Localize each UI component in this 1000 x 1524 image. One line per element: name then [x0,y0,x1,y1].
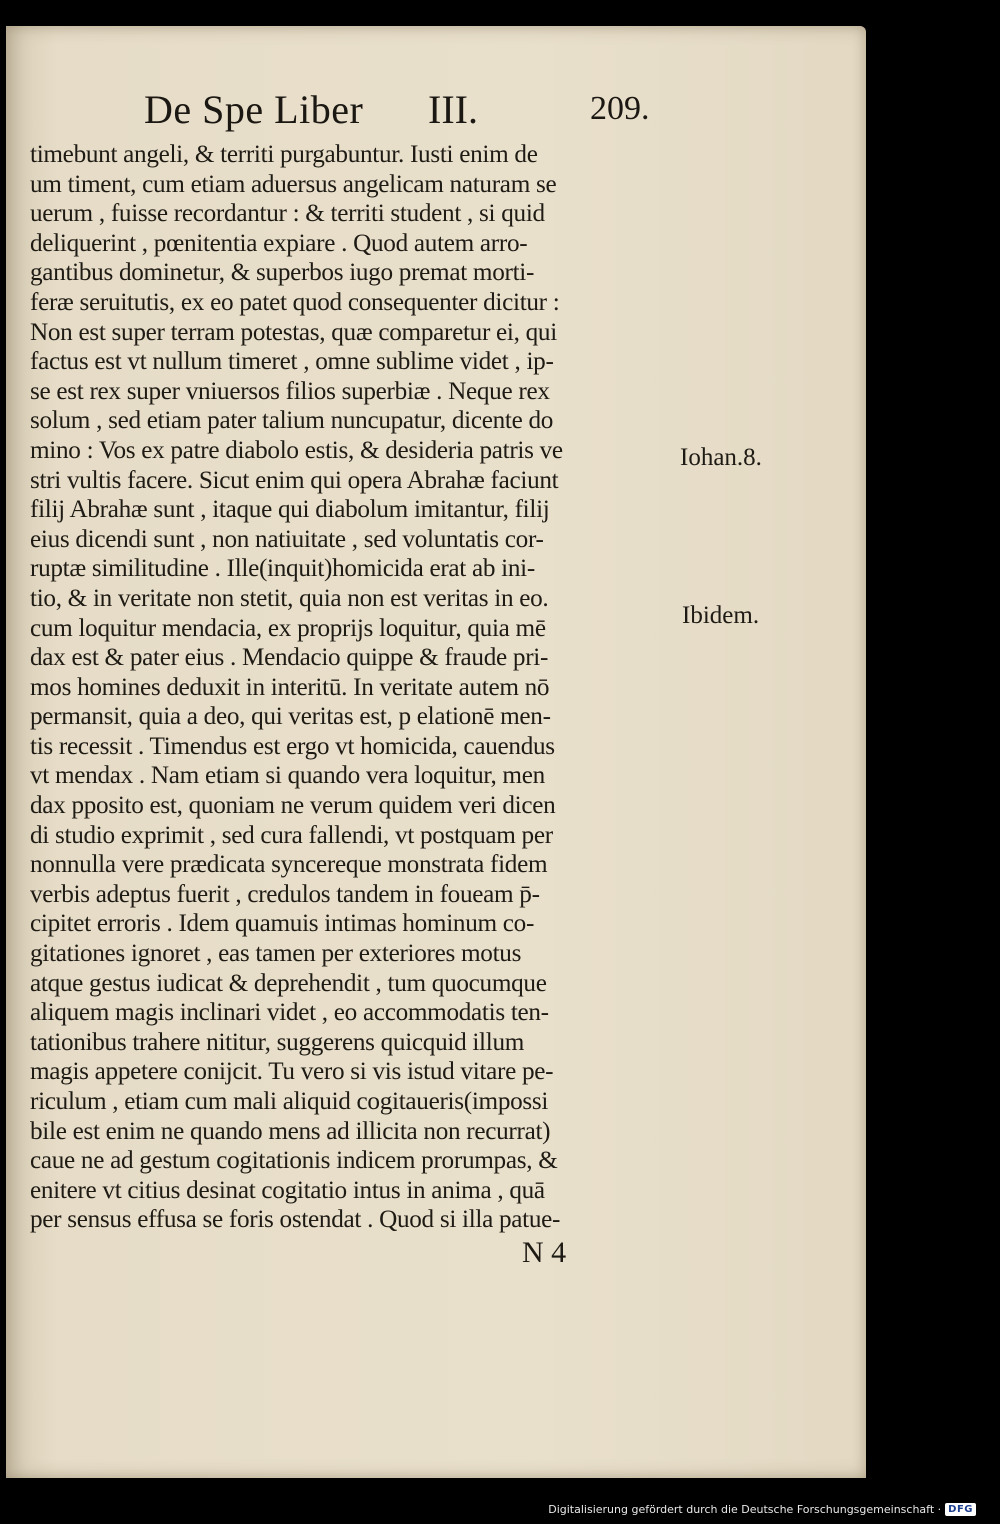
text-line: riculum , etiam cum mali aliquid cogitaueris(impossi [30,1088,549,1115]
text-line: verbis adeptus fuerit , credulos tandem in foueam p̄- [30,880,540,908]
page-number: 209. [590,90,650,127]
text-line: per sensus effusa se foris ostendat . Quod si illa patue- [30,1206,561,1234]
text-line: nonnulla vere prædicata syncereque monstrata fidem [30,851,548,879]
text-line: gantibus dominetur, & superbos iugo premat morti- [30,259,535,287]
book-number: III. [428,87,478,132]
text-line: se est rex super vniuersos filios superbiæ . Neque rex [30,377,550,405]
running-title: De Spe Liber [144,87,364,132]
text-line: vt mendax . Nam etiam si quando vera loquitur, men [30,762,545,790]
text-line: tis recessit . Timendus est ergo vt homicida, cauendus [30,732,555,760]
text-line: ruptæ similitudine . Ille(inquit)homicida erat ab ini- [30,555,535,583]
text-line: tationibus trahere nititur, suggerens quicquid illum [30,1028,525,1056]
text-line: aliquem magis inclinari videt , eo accommodatis ten- [30,999,549,1027]
text-line: gitationes ignoret , eas tamen per exteriores motus [30,940,522,968]
marginal-note-iohan: Iohan.8. [680,444,762,471]
dfg-logo-icon: DFG [945,1503,976,1516]
text-line: mos homines deduxit in interitū. In veritate autem nō [30,673,550,701]
text-line: caue ne ad gestum cogitationis indicem prorumpas, & [30,1147,558,1175]
text-line: eius dicendi sunt , non natiuitate , sed voluntatis cor- [30,525,544,553]
text-line: uerum , fuisse recordantur : & territi student , si quid [30,200,545,228]
text-line: atque gestus iudicat & deprehendit , tum quocumque [30,969,547,997]
text-line: dax est & pater eius . Mendacio quippe & fraude pri- [30,644,549,672]
digitization-credit [548,1500,976,1518]
running-header [144,86,674,136]
body-text [30,140,680,1235]
text-line: stri vultis facere. Sicut enim qui opera Abrahæ faciunt [30,466,559,494]
text-line: um timent, cum etiam aduersus angelicam naturam se [30,170,557,198]
text-line: permansit, quia a deo, qui veritas est, p elationē men- [30,703,551,731]
text-line: dax pposito est, quoniam ne verum quidem veri dicen [30,792,556,820]
text-line: cum loquitur mendacia, ex proprijs loquitur, quia mē [30,614,546,642]
credit-text: Digitalisierung gefördert durch die Deutsche Forschungsgemeinschaft · [548,1502,942,1516]
text-line: magis appetere conijcit. Tu vero si vis istud vitare pe- [30,1058,554,1086]
text-line: mino : Vos ex patre diabolo estis, & desideria patris ve [30,436,563,464]
text-line: di studio exprimit , sed cura fallendi, vt postquam per [30,821,553,849]
text-line: factus est vt nullum timeret , omne sublime videt , ip- [30,348,554,376]
text-line: enitere vt citius desinat cogitatio intus in anima , quā [30,1176,545,1204]
text-line: bile est enim ne quando mens ad illicita non recurrat) [30,1117,551,1145]
text-line: deliquerint , pœnitentia expiare . Quod autem arro- [30,229,528,257]
text-line: tio, & in veritate non stetit, quia non est veritas in eo. [30,584,549,612]
text-line: filij Abrahæ sunt , itaque qui diabolum imitantur, filij [30,496,550,524]
text-line: solum , sed etiam pater talium nuncupatur, dicente do [30,407,554,435]
text-line: timebunt angeli, & territi purgabuntur. Iusti enim de [30,141,538,168]
marginal-note-ibidem: Ibidem. [682,602,760,629]
signature-mark: N 4 [522,1236,567,1269]
text-line: cipitet erroris . Idem quamuis intimas hominum co- [30,910,535,938]
text-line: Non est super terram potestas, quæ comparetur ei, qui [30,318,557,346]
text-line: feræ seruitutis, ex eo patet quod consequenter dicitur : [30,288,560,316]
